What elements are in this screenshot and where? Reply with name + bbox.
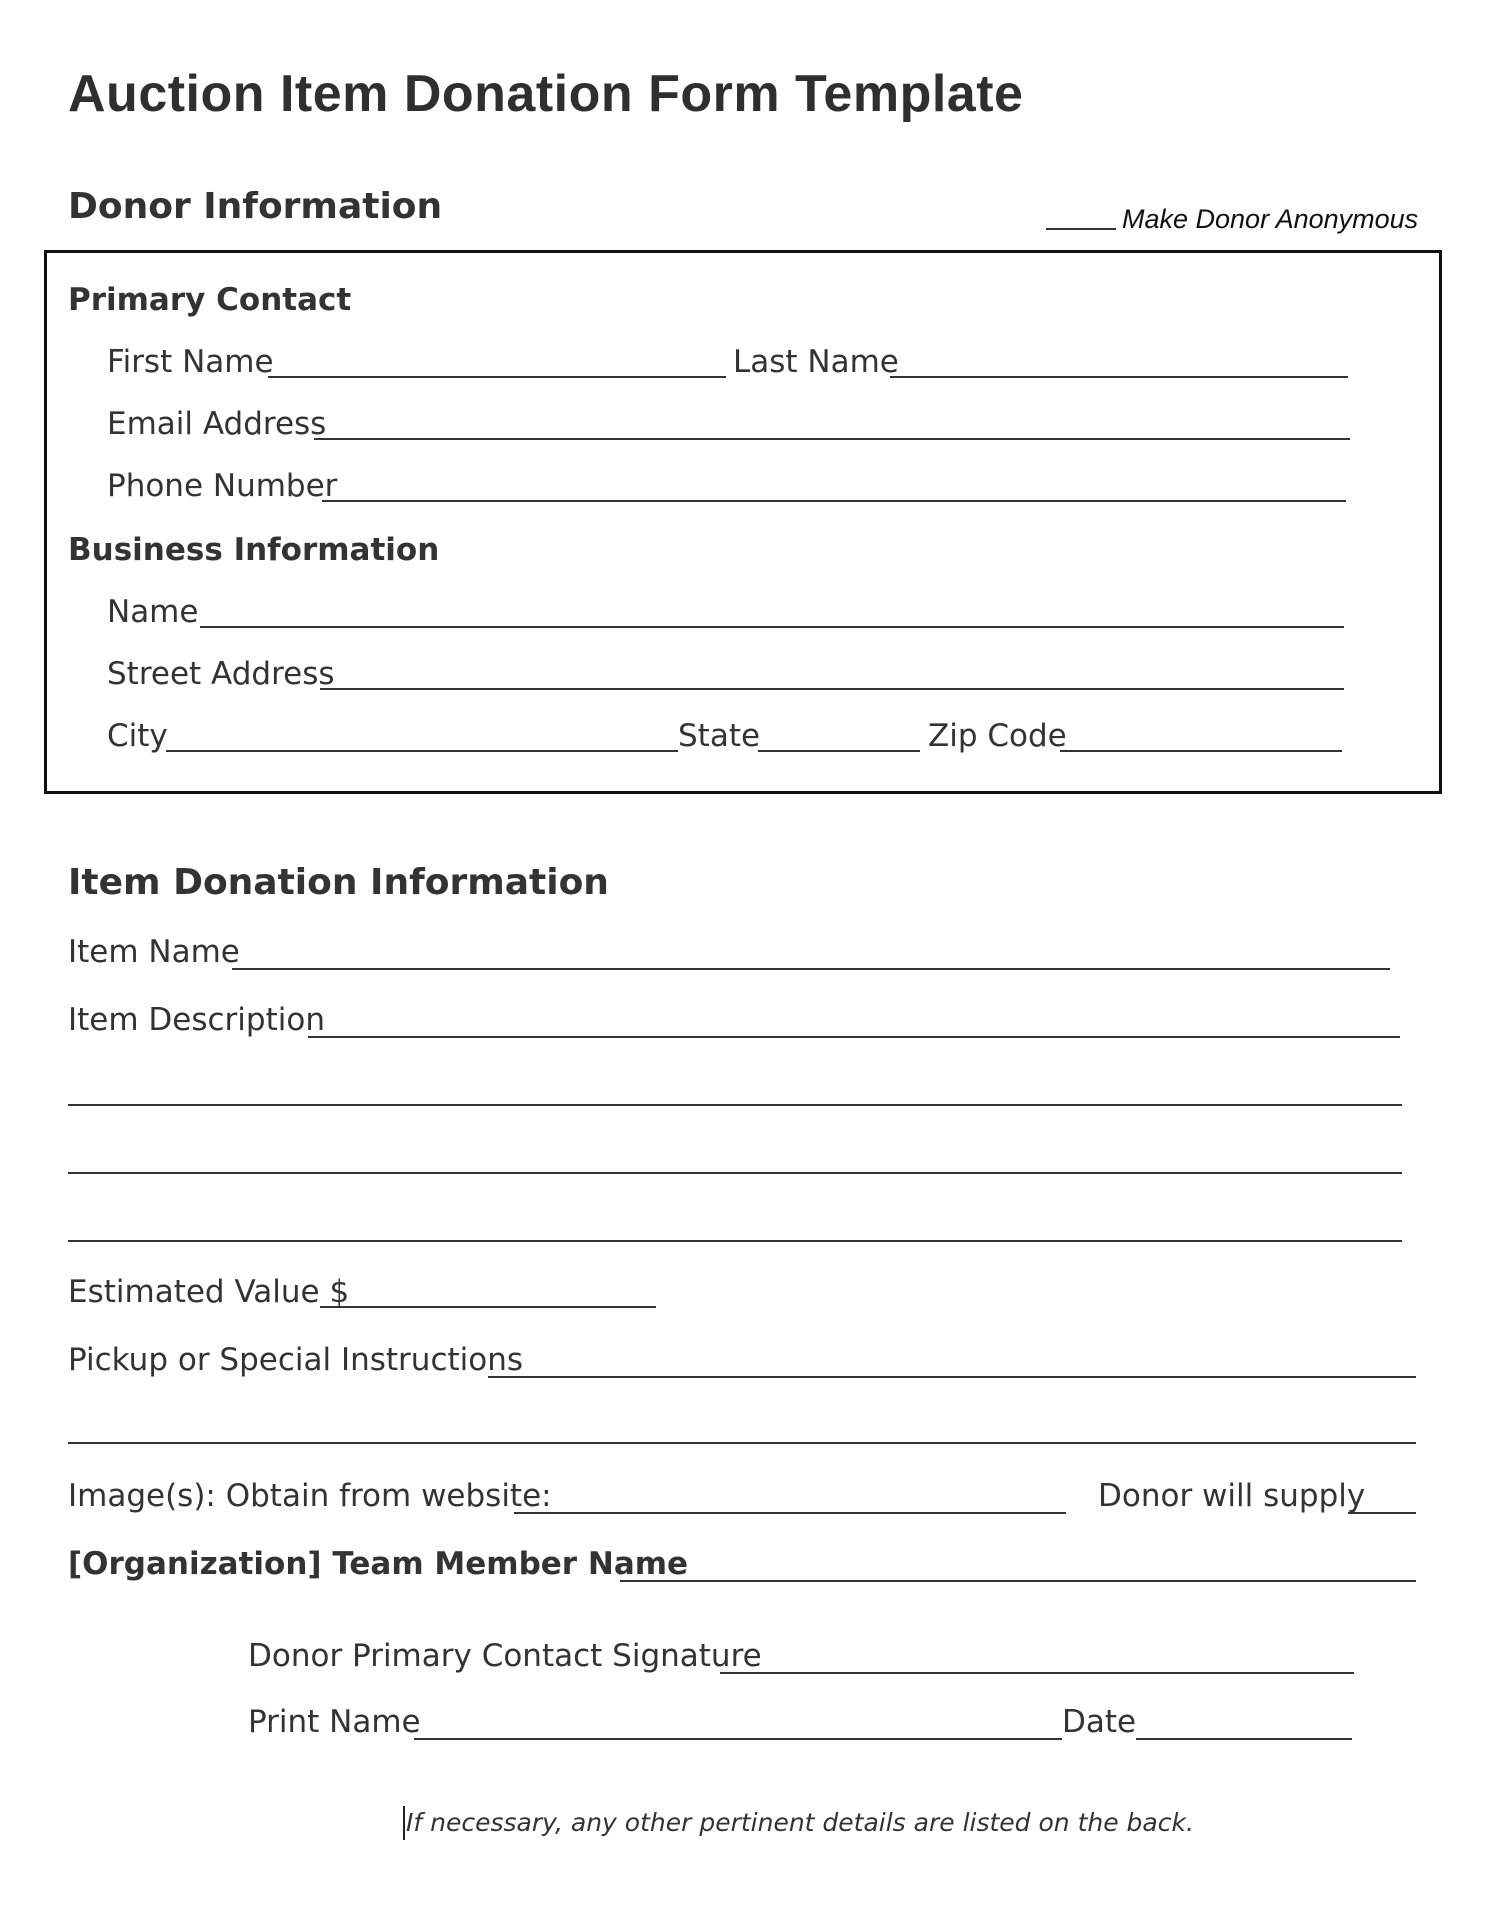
email-field[interactable] [314,438,1350,440]
make-anonymous-label: Make Donor Anonymous [1122,204,1419,234]
phone-field[interactable] [322,500,1346,502]
primary-contact-heading: Primary Contact [68,282,352,318]
state-label: State [678,718,761,754]
donor-information-heading: Donor Information [68,186,443,227]
signature-label: Donor Primary Contact Signature [248,1638,762,1674]
team-member-field[interactable] [620,1580,1416,1582]
item-donation-heading: Item Donation Information [68,862,609,903]
donor-will-supply-label: Donor will supply [1098,1478,1366,1514]
zip-code-field[interactable] [1060,750,1342,752]
item-description-label: Item Description [68,1002,325,1038]
street-address-label: Street Address [107,656,335,692]
email-label: Email Address [107,406,327,442]
donor-will-supply-field[interactable] [1348,1512,1416,1514]
last-name-label: Last Name [733,344,899,380]
item-description-field[interactable] [308,1036,1400,1038]
city-label: City [107,718,168,754]
estimated-value-field[interactable] [320,1306,656,1308]
page-title: Auction Item Donation Form Template [68,65,1024,123]
business-name-field[interactable] [200,626,1344,628]
city-field[interactable] [166,750,678,752]
item-description-line-3[interactable] [68,1172,1402,1174]
images-label: Image(s): Obtain from website: [68,1478,552,1514]
first-name-field[interactable] [268,376,726,378]
pickup-instructions-field[interactable] [488,1376,1416,1378]
team-member-label: [Organization] Team Member Name [68,1546,689,1582]
pickup-instructions-line-2[interactable] [68,1442,1416,1444]
street-address-field[interactable] [320,688,1344,690]
estimated-value-label: Estimated Value $ [68,1274,350,1310]
first-name-label: First Name [107,344,274,380]
item-description-line-4[interactable] [68,1240,1402,1242]
donor-info-box [44,250,1442,794]
date-field[interactable] [1136,1738,1352,1740]
footer-note: If necessary, any other pertinent details are listed on the back. [406,1808,1194,1837]
anonymous-checkbox-line[interactable] [1046,228,1116,230]
zip-code-label: Zip Code [928,718,1067,754]
print-name-label: Print Name [248,1704,421,1740]
text-cursor [403,1806,405,1840]
item-name-field[interactable] [232,968,1390,970]
item-name-label: Item Name [68,934,240,970]
business-information-heading: Business Information [68,532,440,568]
phone-label: Phone Number [107,468,338,504]
last-name-field[interactable] [890,376,1348,378]
state-field[interactable] [758,750,920,752]
pickup-instructions-label: Pickup or Special Instructions [68,1342,524,1378]
business-name-label: Name [107,594,199,630]
date-label: Date [1062,1704,1137,1740]
print-name-field[interactable] [414,1738,1062,1740]
images-website-field[interactable] [514,1512,1066,1514]
signature-field[interactable] [720,1672,1354,1674]
item-description-line-2[interactable] [68,1104,1402,1106]
